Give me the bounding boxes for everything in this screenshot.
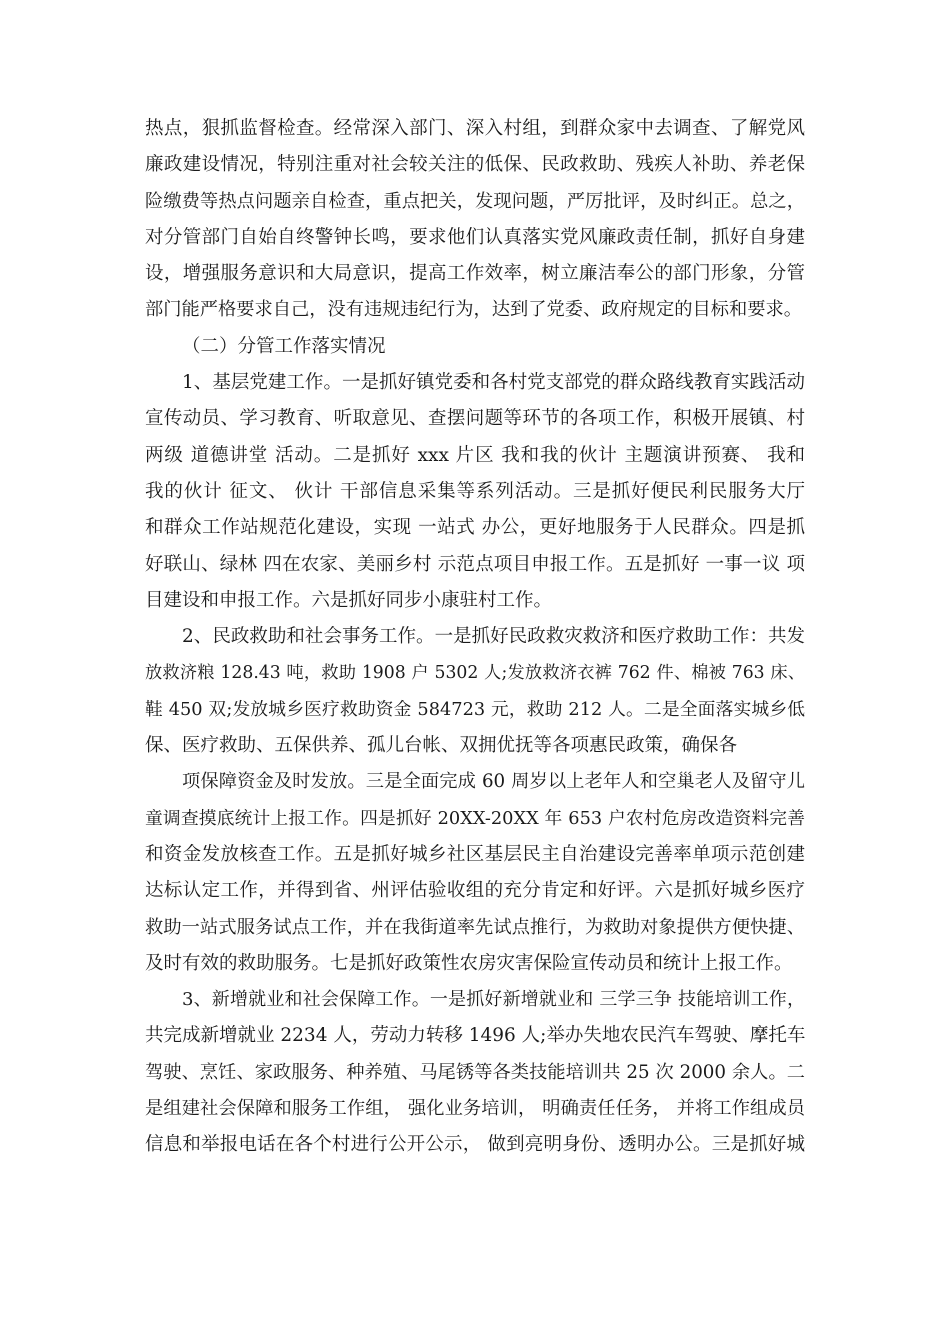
text-line: 是组建社会保障和服务工作组， 强化业务培训， 明确责任任务， 并将工作组成员 [145,1098,805,1120]
text-line: 项保障资金及时发放。三是全面完成 60 周岁以上老年人和空巢老人及留守儿 [182,771,805,793]
text-line: 1、基层党建工作。一是抓好镇党委和各村党支部党的群众路线教育实践活动 [182,372,805,394]
text-line: 保、医疗救助、五保供养、孤儿台帐、双拥优抚等各项惠民政策，确保各 [145,735,738,757]
text-line: 好联山、绿林 四在农家、美丽乡村 示范点项目申报工作。五是抓好 一事一议 项 [145,553,805,575]
text-line: 部门能严格要求自己，没有违规违纪行为，达到了党委、政府规定的目标和要求。 [145,299,802,321]
text-line: 救助一站式服务试点工作，并在我街道率先试点推行，为救助对象提供方便快捷、 [145,916,805,938]
text-line: 驾驶、烹饪、家政服务、种养殖、马尾锈等各类技能培训共 25 次 2000 余人。二 [145,1061,805,1083]
text-line: 廉政建设情况，特别注重对社会较关注的低保、民政救助、残疾人补助、养老保 [145,154,805,176]
text-line: 险缴费等热点问题亲自检查，重点把关，发现问题，严厉批评，及时纠正。总之， [145,190,805,212]
text-line: （二）分管工作落实情况 [182,335,386,357]
text-line: 两级 道德讲堂 活动。二是抓好 xxx 片区 我和我的伙计 主题演讲预赛、 我和 [145,444,805,466]
text-line: 和群众工作站规范化建设，实现 一站式 办公，更好地服务于人民群众。四是抓 [145,517,805,539]
document-body [145,111,805,1164]
text-line: 和资金发放核查工作。五是抓好城乡社区基层民主自治建设完善率单项示范创建 [145,843,805,865]
text-line: 宣传动员、学习教育、听取意见、查摆问题等环节的各项工作，积极开展镇、村 [145,408,805,430]
text-line: 达标认定工作，并得到省、州评估验收组的充分肯定和好评。六是抓好城乡医疗 [145,880,805,902]
text-line: 2、民政救助和社会事务工作。一是抓好民政救灾救济和医疗救助工作：共发 [182,626,805,648]
text-line: 童调查摸底统计上报工作。四是抓好 20XX-20XX 年 653 户农村危房改造资料完善 [145,808,805,829]
text-line: 鞋 450 双;发放城乡医疗救助资金 584723 元，救助 212 人。二是全面落实城乡低 [145,699,805,720]
text-line: 目建设和申报工作。六是抓好同步小康驻村工作。 [145,589,553,611]
text-line: 共完成新增就业 2234 人，劳动力转移 1496 人;举办失地农民汽车驾驶、摩托车 [145,1025,805,1047]
text-line: 我的伙计 征文、 伙计 干部信息采集等系列活动。三是抓好便民利民服务大厅 [145,480,805,502]
text-line: 3、新增就业和社会保障工作。一是抓好新增就业和 三学三争 技能培训工作， [182,989,805,1011]
text-line: 及时有效的救助服务。七是抓好政策性农房灾害保险宣传动员和统计上报工作。 [145,952,793,974]
text-line: 信息和举报电话在各个村进行公开公示， 做到亮明身份、透明办公。三是抓好城 [145,1134,805,1156]
text-line: 放救济粮 128.43 吨，救助 1908 户 5302 人;发放救济衣裤 762 件、棉被 763 床、 [145,663,805,684]
text-line: 对分管部门自始自终警钟长鸣，要求他们认真落实党风廉政责任制，抓好自身建 [145,226,805,248]
text-line: 设，增强服务意识和大局意识，提高工作效率，树立廉洁奉公的部门形象，分管 [145,263,805,285]
text-line: 热点，狠抓监督检查。经常深入部门、深入村组，到群众家中去调查、了解党风 [145,118,805,139]
